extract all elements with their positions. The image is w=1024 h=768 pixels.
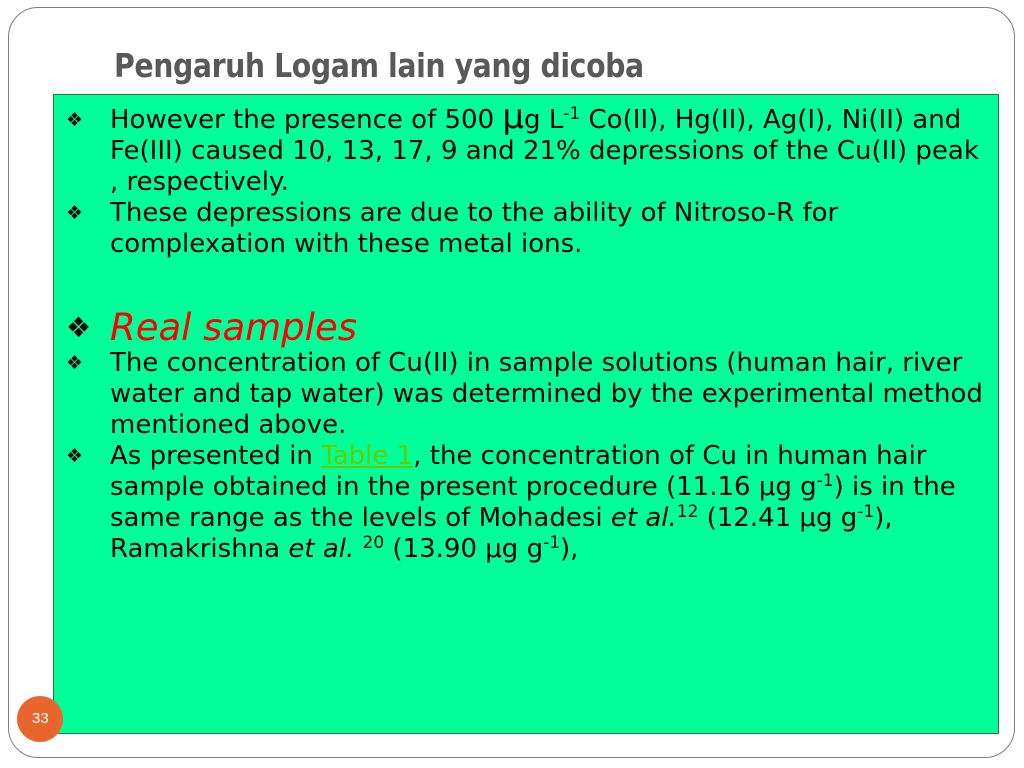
section-heading: Real samples — [110, 306, 357, 349]
bullet-text: ), — [560, 534, 579, 564]
bullet-interference-results — [64, 97, 989, 198]
bullet-text — [354, 534, 362, 564]
bullet-depression-reason — [64, 198, 989, 260]
mu-symbol: μ — [502, 97, 525, 137]
bullet-sample-concentration — [64, 348, 989, 441]
reference-superscript: 12 — [676, 502, 699, 522]
bullet-list — [64, 97, 989, 565]
bullet-text: (13.90 μg g — [384, 534, 544, 564]
superscript: -1 — [543, 533, 561, 553]
bullet-text: (12.41 μg g — [698, 503, 858, 533]
bullet-real-samples-heading — [64, 308, 989, 348]
superscript: -1 — [816, 471, 834, 491]
reference-superscript: 20 — [362, 533, 385, 553]
bullet-text: Co(II), Hg(II), Ag(I), Ni(II) and Fe(III) caused 10, 13, 17, 9 and 21% depressions of the Cu(II) peak , respectively. — [110, 105, 979, 197]
bullet-text: g L — [524, 105, 564, 135]
diamond-bullet-icon: ❖ — [66, 202, 84, 224]
content-box — [53, 94, 999, 734]
bullet-text: , the concentration of Cu in human hair sample obtained in the present procedure (11.16 μg g — [110, 441, 927, 502]
diamond-bullet-icon: ❖ — [66, 445, 84, 467]
bullet-text: However the presence of 500 — [110, 105, 503, 135]
superscript: -1 — [857, 502, 875, 522]
superscript: -1 — [563, 104, 581, 124]
bullet-text: These depressions are due to the ability of Nitroso-R for complexation with these metal ions. — [110, 198, 839, 259]
et-al-italic: et al. — [610, 503, 677, 533]
table-1-link[interactable]: Table 1 — [321, 441, 414, 471]
bullet-text: The concentration of Cu(II) in sample solutions (human hair, river water and tap water) was determined by the experimental method mentioned above. — [110, 348, 983, 440]
et-al-italic: et al. — [288, 534, 355, 564]
page-number-badge: 33 — [17, 696, 63, 742]
bullet-text: ) is in the same range as the levels of Mohadesi — [110, 472, 956, 533]
slide-title: Pengaruh Logam lain yang dicoba — [114, 46, 644, 85]
diamond-bullet-icon: ❖ — [66, 311, 92, 344]
diamond-bullet-icon: ❖ — [66, 109, 84, 131]
bullet-table-comparison — [64, 441, 989, 565]
bullet-text: ), Ramakrishna — [110, 503, 893, 564]
diamond-bullet-icon: ❖ — [66, 352, 84, 374]
bullet-text: As presented in — [110, 441, 322, 471]
